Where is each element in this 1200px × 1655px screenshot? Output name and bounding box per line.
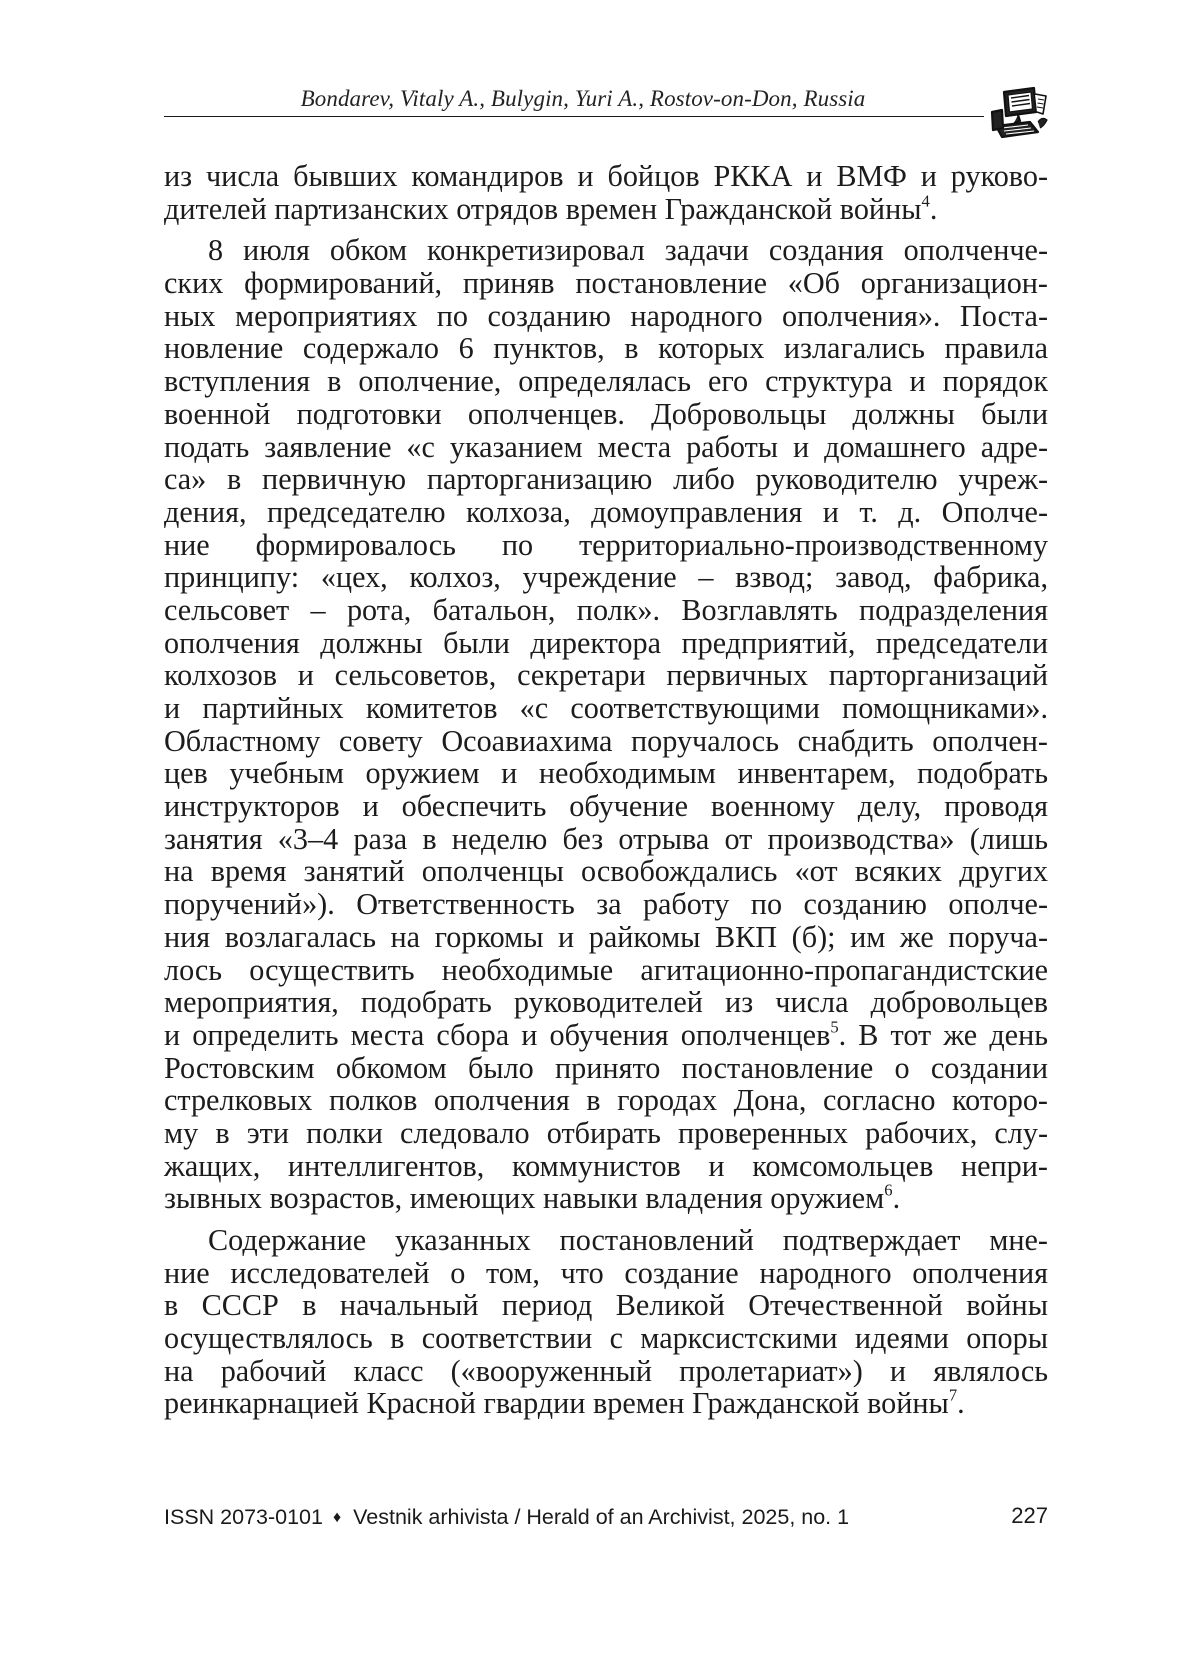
text-line: подать заявление «с указанием места работы и домашнего адре- — [164, 429, 1048, 464]
footnote-marker: 6 — [884, 1180, 893, 1200]
text-line: на рабочий класс («вооруженный пролетариат») и являлось — [164, 1353, 1048, 1388]
text-line: принципу: «цех, колхоз, учреждение – взвод; завод, фабрика, — [164, 560, 1048, 595]
text-line: из числа бывших командиров и бойцов РККА и ВМФ и руково- — [164, 159, 1048, 193]
line-text: . В тот же день — [838, 1017, 1048, 1052]
line-text: и определить места сбора и обучения ополченцев — [164, 1017, 831, 1052]
text-line: жащих, интеллигентов, коммунистов и комсомольцев непри- — [164, 1148, 1048, 1183]
sentence-end: . — [892, 1181, 901, 1216]
running-head: Bondarev, Vitaly A., Bulygin, Yuri A., Rostov-on-Don, Russia — [300, 86, 866, 111]
text-line: ния возлагалась на горкомы и райкомы ВКП (б); им же поруча- — [164, 919, 1048, 954]
text-line: поручений»). Ответственность за работу по созданию ополче- — [164, 887, 1048, 922]
journal-title: Vestnik arhivista / Herald of an Archivist, 2025, no. 1 — [353, 1505, 850, 1529]
page-number: 227 — [1011, 1503, 1048, 1528]
journal-footer — [164, 1505, 849, 1530]
text-line: Содержание указанных постановлений подтверждает мне- — [208, 1223, 1048, 1257]
sentence-end: . — [929, 191, 938, 226]
text-line: новление содержало 6 пунктов, в которых излагались правила — [164, 331, 1048, 366]
diamond-separator-icon: ♦ — [332, 1509, 342, 1526]
text-line: 8 июля обком конкретизировал задачи создания ополченче- — [208, 233, 1048, 268]
text-line: Областному совету Осоавиахима поручалось снабдить ополчен- — [164, 723, 1048, 758]
text-line: мероприятия, подобрать руководителей из числа добровольцев — [164, 985, 1048, 1020]
line-text: зывных возрастов, имеющих навыки владения оружием — [164, 1181, 885, 1216]
line-text: дителей партизанских отрядов времен Гражданской войны — [164, 191, 922, 226]
text-line: вступления в ополчение, определялась его структура и порядок — [164, 364, 1048, 399]
footnote-marker: 4 — [921, 191, 930, 211]
paragraph — [164, 234, 1048, 1215]
text-line — [164, 1387, 1048, 1420]
paragraph — [164, 1224, 1048, 1420]
text-line: и партийных комитетов «с соответствующими помощниками». — [164, 691, 1048, 725]
text-line: му в эти полки следовало отбирать проверенных рабочих, слу- — [164, 1115, 1048, 1150]
text-line — [164, 1182, 1048, 1215]
footnote-marker: 5 — [830, 1017, 839, 1037]
article-body — [164, 160, 1048, 1420]
text-line: Ростовским обкомом было принято постановление о создании — [164, 1050, 1048, 1085]
text-line: стрелковых полков ополчения в городах Дона, согласно которо- — [164, 1083, 1048, 1118]
text-line: занятия «3–4 раза в неделю без отрыва от производства» (лишь — [164, 821, 1048, 856]
text-line: цев учебным оружием и необходимым инвентарем, подобрать — [164, 756, 1048, 791]
sentence-end: . — [957, 1386, 965, 1421]
text-line: на время занятий ополченцы освобождались «от всяких других — [164, 854, 1048, 889]
text-line: ских формирований, приняв постановление «Об организацион- — [164, 266, 1048, 301]
text-line: лось осуществить необходимые агитационно-пропагандистские — [164, 952, 1048, 987]
text-line: осуществлялось в соответствии с марксистскими идеями опоры — [164, 1321, 1048, 1356]
text-line: са» в первичную парторганизацию либо руководителю учреж- — [164, 462, 1048, 497]
text-line: сельсовет – рота, батальон, полк». Возглавлять подразделения — [164, 592, 1048, 627]
text-line: ние исследователей о том, что создание народного ополчения — [164, 1255, 1048, 1290]
paragraph — [164, 160, 1048, 225]
text-line: инструкторов и обеспечить обучение военному делу, проводя — [164, 789, 1048, 824]
header-rule — [164, 116, 984, 117]
text-line: военной подготовки ополченцев. Добровольцы должны были — [164, 396, 1048, 431]
text-line: ополчения должны были директора предприятий, председатели — [164, 625, 1048, 660]
text-line: дения, председателю колхоза, домоуправления и т. д. Ополче- — [164, 494, 1048, 529]
text-line: ных мероприятиях по созданию народного ополчения». Поста- — [164, 298, 1048, 333]
line-text: реинкарнацией Красной гвардии времен Гражданской войны — [164, 1386, 949, 1421]
text-line: в СССР в начальный период Великой Отечественной войны — [164, 1288, 1048, 1323]
footnote-marker: 7 — [948, 1385, 958, 1405]
text-line: колхозов и сельсоветов, секретари первичных парторганизаций — [164, 658, 1048, 693]
text-line — [164, 193, 1048, 226]
issn: ISSN 2073-0101 — [164, 1505, 323, 1529]
text-line — [164, 1019, 1048, 1052]
computer-archivist-icon — [990, 82, 1050, 142]
text-line: ние формировалось по территориально-производственному — [164, 527, 1048, 562]
